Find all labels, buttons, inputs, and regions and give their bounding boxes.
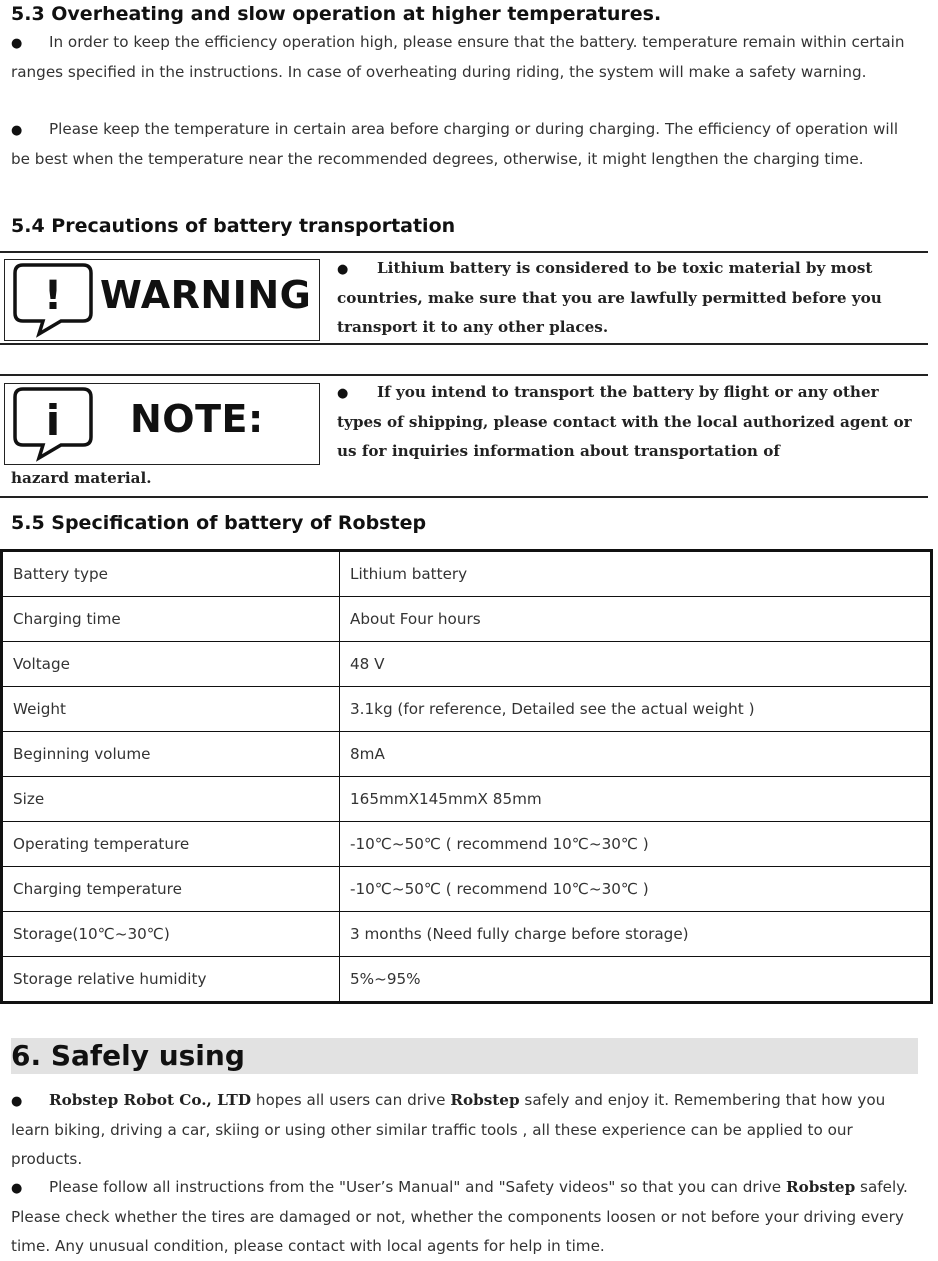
spec-key: Battery type: [2, 551, 340, 597]
divider: [0, 374, 928, 376]
spec-value: 48 V: [340, 642, 932, 687]
section-6-paragraph-2: ● Please follow all instructions from the "User’s Manual" and "Safety videos" so that you can drive Robstep safely. Please check whether the tires are damaged or not, whether the components loosen or not before your driving every time. Any unusual condition, please contact with local agents for help in time.: [11, 1173, 921, 1261]
note-text: ● If you intend to transport the battery by flight or any other types of shipping, please contact with the local authorized agent or us for inquiries information about transportation of: [337, 378, 922, 466]
spec-value: Lithium battery: [340, 551, 932, 597]
section-5-3-title: 5.3 Overheating and slow operation at higher temperatures.: [11, 3, 662, 25]
svg-text:i: i: [45, 396, 61, 445]
table-row: [2, 597, 932, 642]
spec-key: Weight: [2, 687, 340, 732]
spec-key: Storage relative humidity: [2, 957, 340, 1003]
warning-text: ● Lithium battery is considered to be toxic material by most countries, make sure that you are lawfully permitted before you transport it to any other places.: [337, 254, 922, 342]
section-6-title: 6. Safely using: [11, 1039, 245, 1072]
divider: [0, 343, 928, 345]
bullet-icon: ●: [337, 262, 349, 277]
table-row: [2, 822, 932, 867]
spec-key: Size: [2, 777, 340, 822]
note-label: NOTE:: [130, 397, 264, 441]
bullet-icon: ●: [11, 36, 23, 51]
spec-key: Charging temperature: [2, 867, 340, 912]
svg-text:!: !: [43, 273, 63, 319]
spec-value: About Four hours: [340, 597, 932, 642]
section-5-3-paragraph-2: ● Please keep the temperature in certain area before charging or during charging. The efficiency of operation will be best when the temperature near the recommended degrees, otherwise, it might lengthen the charging time.: [11, 115, 921, 174]
table-row: [2, 732, 932, 777]
spec-key: Beginning volume: [2, 732, 340, 777]
divider: [0, 496, 928, 498]
spec-value: 5%~95%: [340, 957, 932, 1003]
table-row: [2, 642, 932, 687]
table-row: [2, 957, 932, 1003]
spec-value: 165mmX145mmX 85mm: [340, 777, 932, 822]
note-badge: [4, 383, 320, 465]
bullet-icon: ●: [11, 123, 23, 138]
section-6-paragraph-1: ● Robstep Robot Co., LTD hopes all users can drive Robstep safely and enjoy it. Remembering that how you learn biking, driving a car, skiing or using other similar traffic tools , all these experience can be applied to our products.: [11, 1086, 921, 1174]
warning-badge: [4, 259, 320, 341]
section-5-3-paragraph-1: ● In order to keep the efficiency operation high, please ensure that the battery. temperature remain within certain ranges specified in the instructions. In case of overheating during riding, the system will make a safety warning.: [11, 28, 921, 87]
divider: [0, 251, 928, 253]
section-5-5-title: 5.5 Specification of battery of Robstep: [11, 512, 427, 534]
spec-value: -10℃~50℃ ( recommend 10℃~30℃ ): [340, 867, 932, 912]
spec-value: 3.1kg (for reference, Detailed see the actual weight ): [340, 687, 932, 732]
spec-value: 8mA: [340, 732, 932, 777]
spec-key: Charging time: [2, 597, 340, 642]
bullet-icon: ●: [11, 1181, 23, 1196]
warning-label: WARNING: [100, 273, 312, 317]
table-row: [2, 687, 932, 732]
note-text-tail: hazard material.: [11, 469, 152, 487]
warning-speech-bubble-icon: [13, 261, 103, 341]
section-6-heading-band: [11, 1038, 918, 1074]
table-row: [2, 867, 932, 912]
spec-value: -10℃~50℃ ( recommend 10℃~30℃ ): [340, 822, 932, 867]
section-5-4-title: 5.4 Precautions of battery transportation: [11, 215, 456, 237]
spec-key: Voltage: [2, 642, 340, 687]
table-row: [2, 912, 932, 957]
bullet-icon: ●: [337, 386, 349, 401]
table-row: [2, 777, 932, 822]
spec-value: 3 months (Need fully charge before storage): [340, 912, 932, 957]
spec-key: Operating temperature: [2, 822, 340, 867]
table-row: [2, 551, 932, 597]
info-speech-bubble-icon: [13, 385, 103, 465]
bullet-icon: ●: [11, 1094, 23, 1109]
battery-spec-table: [0, 549, 933, 1004]
spec-key: Storage(10℃~30℃): [2, 912, 340, 957]
